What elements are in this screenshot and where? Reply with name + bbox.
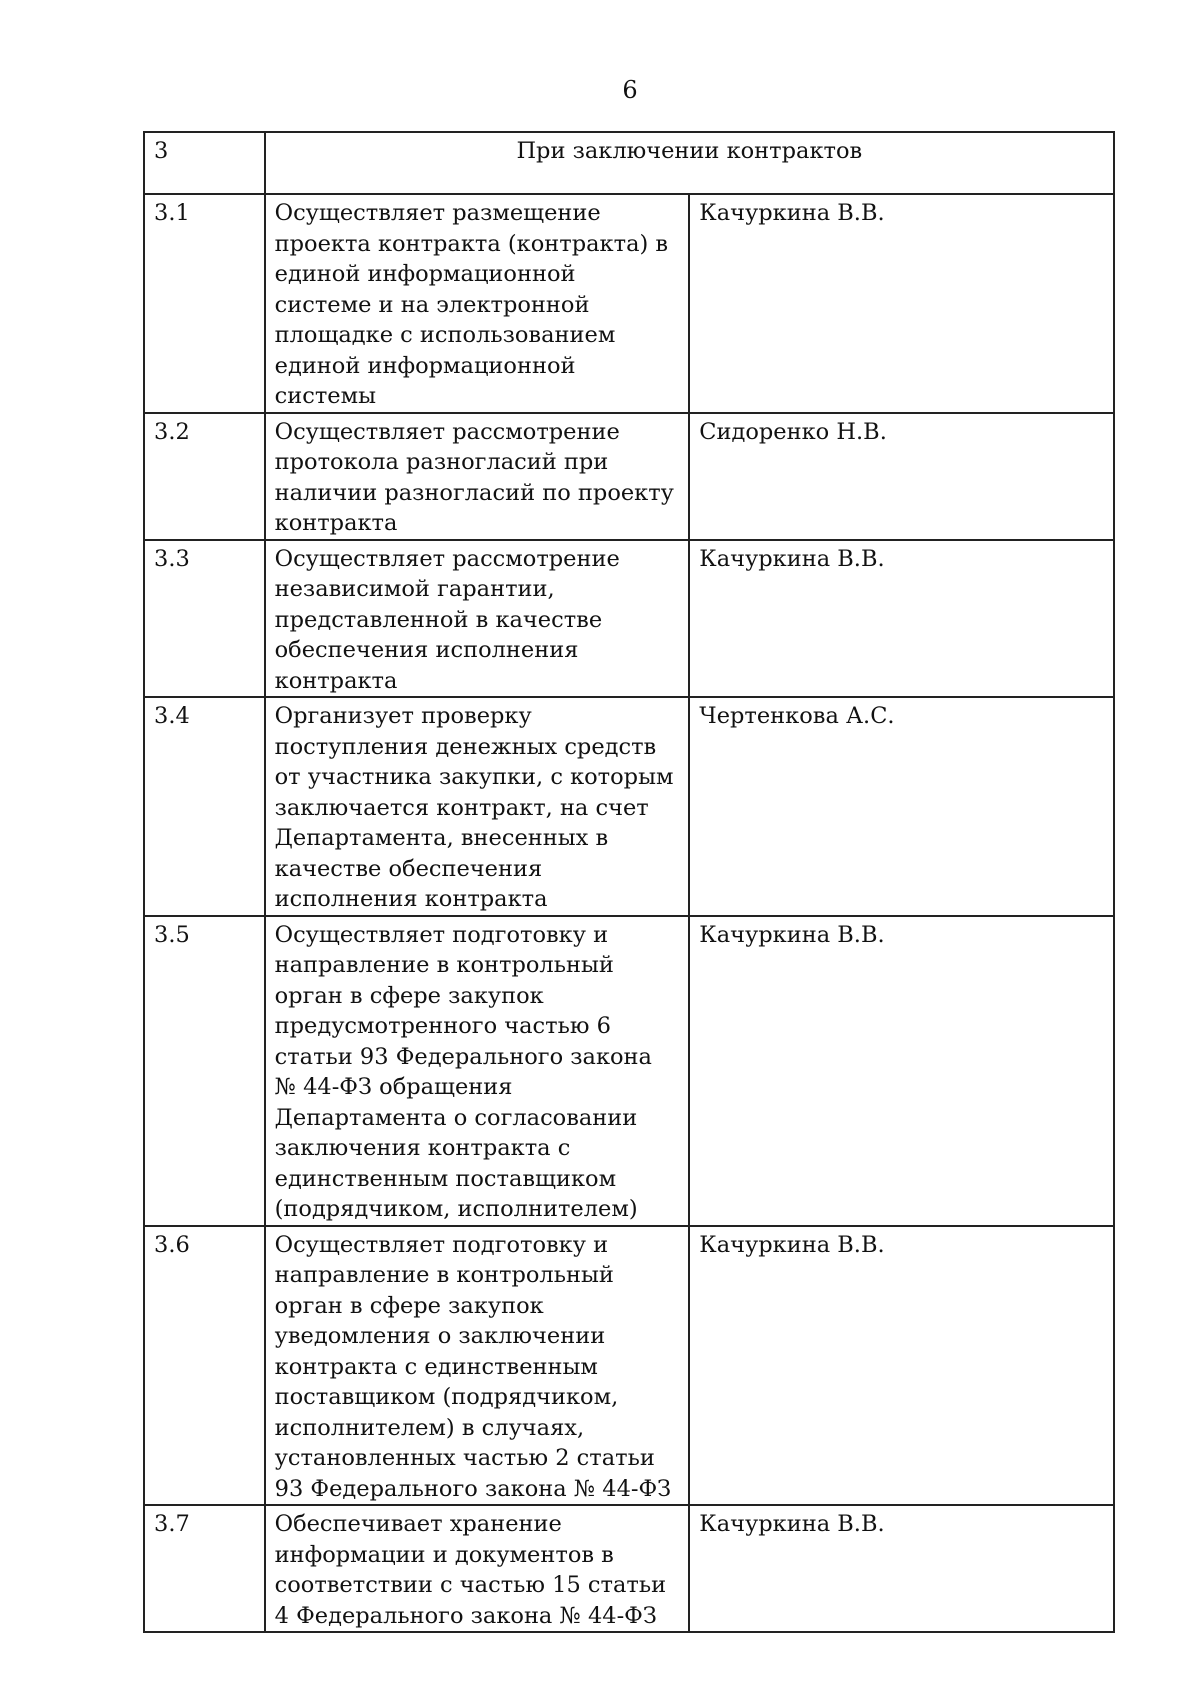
- responsibilities-table: [143, 131, 1115, 1633]
- row-number: 3.3: [144, 540, 265, 698]
- table-row: [144, 413, 1114, 540]
- section-header-row: [144, 132, 1114, 194]
- row-duty-text: Осуществляет размещение проекта контракта (контракта) в единой информационной системе и на электронной площадке с использованием единой информационной системы: [265, 194, 690, 413]
- table-row: [144, 697, 1114, 916]
- row-number: 3.5: [144, 916, 265, 1226]
- row-duty-text: Осуществляет подготовку и направление в контрольный орган в сфере закупок предусмотренного частью 6 статьи 93 Федерального закона № 44-ФЗ обращения Департамента о согласовании заключения контракта с единственным поставщиком (подрядчиком, исполнителем): [265, 916, 690, 1226]
- row-duty-text: Осуществляет рассмотрение независимой гарантии, представленной в качестве обеспечения исполнения контракта: [265, 540, 690, 698]
- table-row: [144, 540, 1114, 698]
- table-row: [144, 194, 1114, 413]
- table-row: [144, 1226, 1114, 1506]
- page-number: 6: [622, 76, 638, 104]
- row-responsible-person: Чертенкова А.С.: [689, 697, 1114, 916]
- section-title: При заключении контрактов: [265, 132, 1114, 194]
- row-responsible-person: Сидоренко Н.В.: [689, 413, 1114, 540]
- table-row: [144, 916, 1114, 1226]
- row-number: 3.6: [144, 1226, 265, 1506]
- row-duty-text: Осуществляет рассмотрение протокола разногласий при наличии разногласий по проекту контракта: [265, 413, 690, 540]
- row-number: 3.2: [144, 413, 265, 540]
- row-responsible-person: Качуркина В.В.: [689, 194, 1114, 413]
- row-number: 3.4: [144, 697, 265, 916]
- row-duty-text: Организует проверку поступления денежных средств от участника закупки, с которым заключается контракт, на счет Департамента, внесенных в качестве обеспечения исполнения контракта: [265, 697, 690, 916]
- row-duty-text: Осуществляет подготовку и направление в контрольный орган в сфере закупок уведомления о заключении контракта с единственным поставщиком (подрядчиком, исполнителем) в случаях, установленных частью 2 статьи 93 Федерального закона № 44-ФЗ: [265, 1226, 690, 1506]
- row-number: 3.1: [144, 194, 265, 413]
- row-responsible-person: Качуркина В.В.: [689, 1226, 1114, 1506]
- row-duty-text: Обеспечивает хранение информации и документов в соответствии с частью 15 статьи 4 Федерального закона № 44-ФЗ: [265, 1505, 690, 1632]
- row-responsible-person: Качуркина В.В.: [689, 916, 1114, 1226]
- row-responsible-person: Качуркина В.В.: [689, 1505, 1114, 1632]
- table-row: [144, 1505, 1114, 1632]
- section-number: 3: [144, 132, 265, 194]
- row-responsible-person: Качуркина В.В.: [689, 540, 1114, 698]
- row-number: 3.7: [144, 1505, 265, 1632]
